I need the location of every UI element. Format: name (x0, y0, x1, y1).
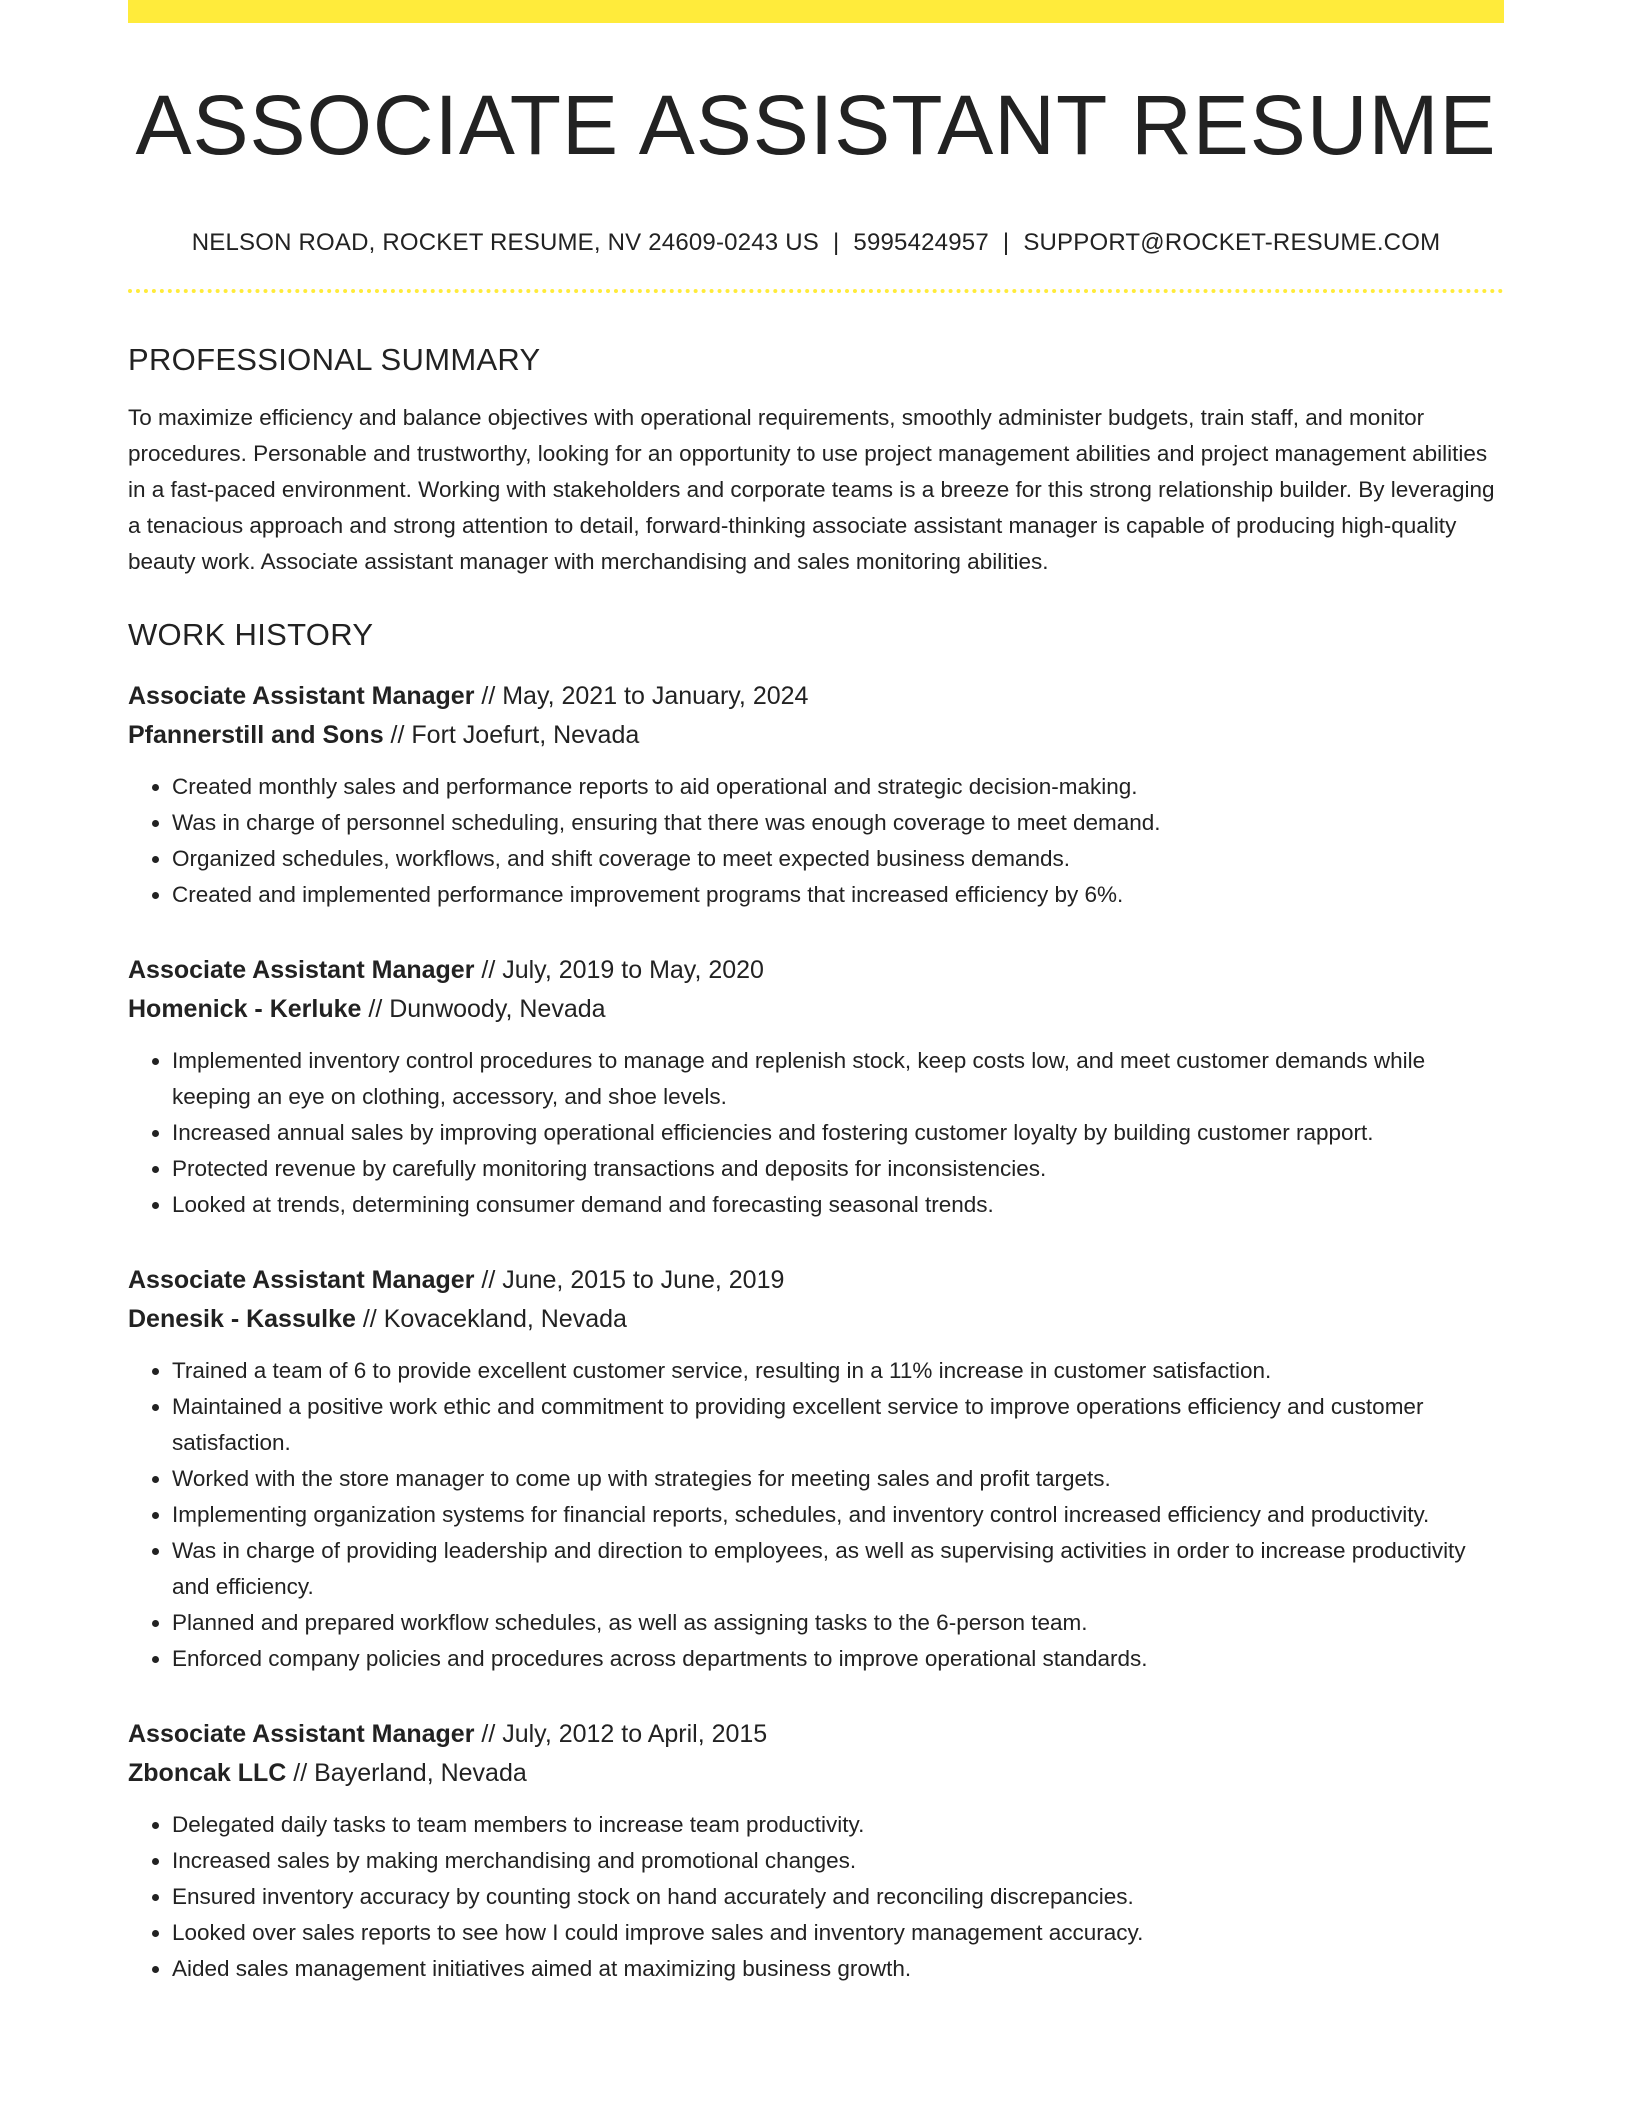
job-role-line (128, 1261, 1504, 1300)
job-company: Pfannerstill and Sons (128, 721, 384, 750)
job-company: Denesik - Kassulke (128, 1305, 356, 1334)
job-company-line (128, 1300, 1504, 1339)
job-bullet: • Looked over sales reports to see how I could improve sales and inventory management accuracy. (172, 1915, 1504, 1951)
job-bullet: • Increased sales by making merchandising and promotional changes. (172, 1843, 1504, 1879)
job-location: // Dunwoody, Nevada (361, 995, 606, 1024)
job-bullet: • Implemented inventory control procedures to manage and replenish stock, keep costs low, and meet customer demands while keeping an eye on clothing, accessory, and shoe levels. (172, 1043, 1504, 1115)
job-bullet: • Organized schedules, workflows, and shift coverage to meet expected business demands. (172, 841, 1504, 877)
job-bullet: • Increased annual sales by improving operational efficiencies and fostering customer loyalty by building customer rapport. (172, 1115, 1504, 1151)
resume-name: ASSOCIATE ASSISTANT RESUME (135, 78, 1497, 172)
job-bullet: • Ensured inventory accuracy by counting stock on hand accurately and reconciling discrepancies. (172, 1879, 1504, 1915)
job-bullet: • Trained a team of 6 to provide excellent customer service, resulting in a 11% increase in customer satisfaction. (172, 1353, 1504, 1389)
job-dates: // June, 2015 to June, 2019 (474, 1266, 785, 1295)
dotted-divider (128, 289, 1504, 293)
job-role-line (128, 677, 1504, 716)
job-role: Associate Assistant Manager (128, 1720, 475, 1749)
job-bullet: • Protected revenue by carefully monitoring transactions and deposits for inconsistencies. (172, 1151, 1504, 1187)
job-company: Zboncak LLC (128, 1759, 287, 1788)
contact-separator: | (832, 229, 840, 256)
job-role: Associate Assistant Manager (128, 682, 475, 711)
job-location: // Kovacekland, Nevada (355, 1305, 627, 1334)
job-bullet: • Delegated daily tasks to team members to increase team productivity. (172, 1807, 1504, 1843)
job-role-line (128, 951, 1504, 990)
work-history-title: WORK HISTORY (128, 617, 374, 653)
job-bullet: • Enforced company policies and procedures across departments to improve operational standards. (172, 1641, 1504, 1677)
job-company-line (128, 990, 1504, 1029)
job-role: Associate Assistant Manager (128, 956, 475, 985)
summary-text: To maximize efficiency and balance objectives with operational requirements, smoothly administer budgets, train staff, and monitor procedures. Personable and trustworthy, looking for an opportunity to use project management abilities and project management abilities in a fast-paced environment. Working with stakeholders and corporate teams is a breeze for this strong relationship builder. By leveraging a tenacious approach and strong attention to detail, forward-thinking associate assistant manager is capable of producing high-quality beauty work. Associate assistant manager with merchandising and sales monitoring abilities. (128, 405, 1495, 575)
job-bullets (128, 1043, 1504, 1223)
job-bullets (128, 1353, 1504, 1677)
job-entry (128, 1715, 1504, 1987)
job-bullet: • Looked at trends, determining consumer demand and forecasting seasonal trends. (172, 1187, 1504, 1223)
job-dates: // May, 2021 to January, 2024 (474, 682, 809, 711)
job-location: // Bayerland, Nevada (286, 1759, 527, 1788)
contact-email[interactable]: SUPPORT@ROCKET-RESUME.COM (1023, 229, 1441, 256)
job-bullet: • Was in charge of personnel scheduling, ensuring that there was enough coverage to meet demand. (172, 805, 1504, 841)
job-dates: // July, 2012 to April, 2015 (474, 1720, 768, 1749)
accent-top-bar (128, 0, 1504, 23)
job-role-line (128, 1715, 1504, 1754)
job-entry (128, 951, 1504, 1223)
job-bullet: • Planned and prepared workflow schedules, as well as assigning tasks to the 6-person team. (172, 1605, 1504, 1641)
job-bullet: • Was in charge of providing leadership and direction to employees, as well as supervising activities in order to increase productivity and efficiency. (172, 1533, 1504, 1605)
job-location: // Fort Joefurt, Nevada (383, 721, 640, 750)
job-role: Associate Assistant Manager (128, 1266, 475, 1295)
job-bullet: • Maintained a positive work ethic and commitment to providing excellent service to improve operations efficiency and customer satisfaction. (172, 1389, 1504, 1461)
job-bullet: • Created and implemented performance improvement programs that increased efficiency by 6%. (172, 877, 1504, 913)
job-bullet: • Worked with the store manager to come up with strategies for meeting sales and profit targets. (172, 1461, 1504, 1497)
job-company-line (128, 1754, 1504, 1793)
job-bullet: • Created monthly sales and performance reports to aid operational and strategic decision-making. (172, 769, 1504, 805)
job-dates: // July, 2019 to May, 2020 (474, 956, 764, 985)
job-company-line (128, 716, 1504, 755)
job-bullets (128, 769, 1504, 913)
job-entry (128, 1261, 1504, 1677)
job-bullet: • Implementing organization systems for financial reports, schedules, and inventory control increased efficiency and productivity. (172, 1497, 1504, 1533)
contact-line (128, 229, 1504, 257)
summary-title: PROFESSIONAL SUMMARY (128, 342, 541, 377)
contact-separator: | (1002, 229, 1010, 256)
contact-address: NELSON ROAD, ROCKET RESUME, NV 24609-0243 US (191, 229, 819, 256)
job-bullet: • Aided sales management initiatives aimed at maximizing business growth. (172, 1951, 1504, 1987)
contact-phone[interactable]: 5995424957 (853, 229, 989, 256)
resume-page (128, 0, 1504, 1987)
job-bullets (128, 1807, 1504, 1987)
job-company: Homenick - Kerluke (128, 995, 362, 1024)
job-entry (128, 677, 1504, 913)
